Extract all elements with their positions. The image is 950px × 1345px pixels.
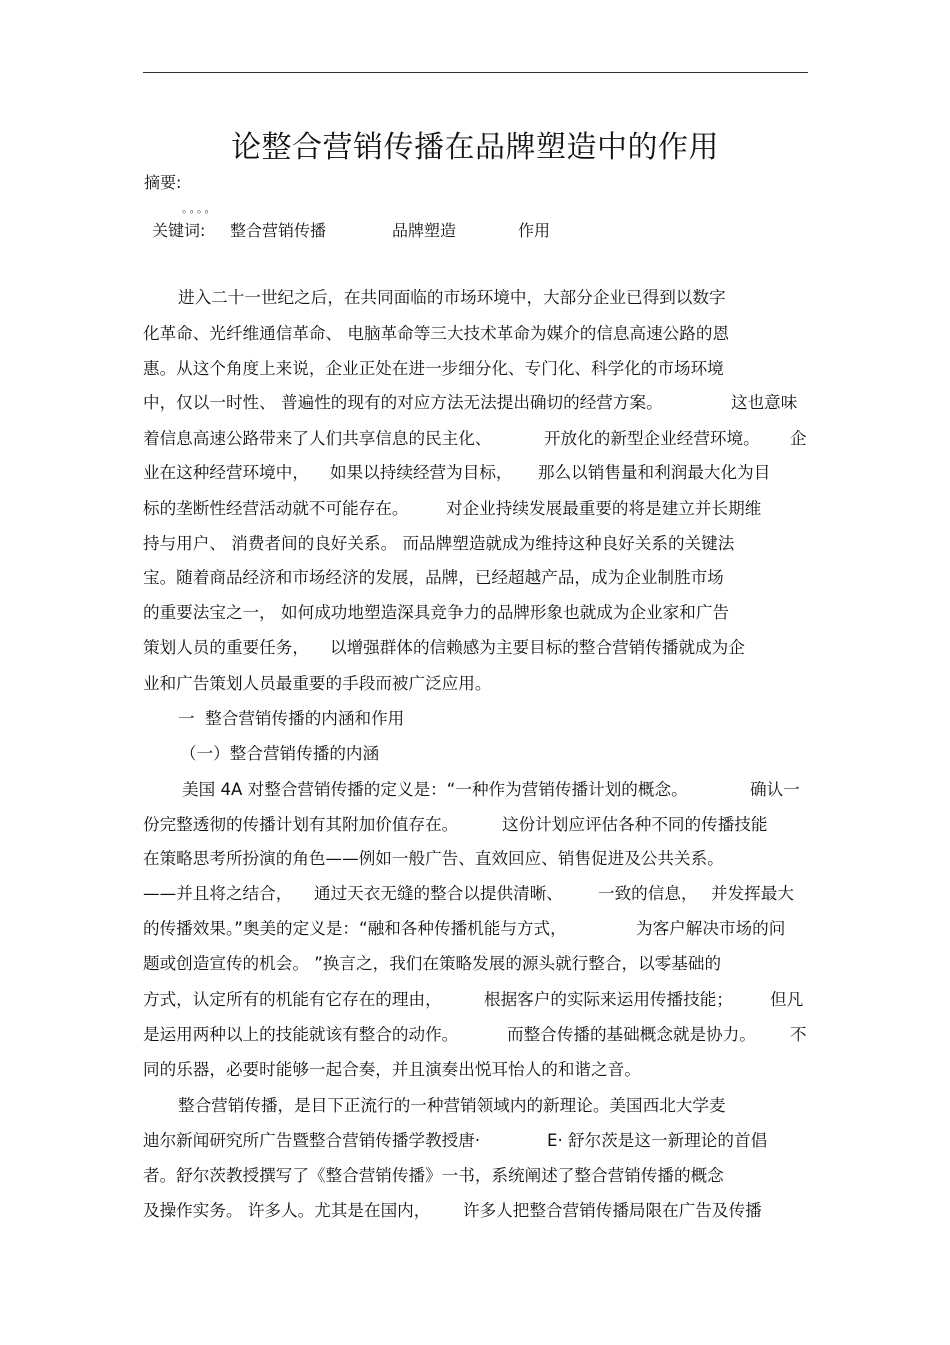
body-line: 者。舒尔茨教授撰写了《整合营销传播》一书，系统阐述了整合营销传播的概念 [143,1166,724,1185]
keyword-item: 作用 [518,221,551,240]
body-line: 进入二十一世纪之后，在共同面临的市场环境中，大部分企业已得到以数字 [178,288,726,307]
document-title: 论整合营销传播在品牌塑造中的作用 [231,130,719,165]
body-line: 这份计划应评估各种不同的传播技能 [502,815,768,834]
keyword-item: 整合营销传播 [230,221,327,240]
body-line: 持与用户、 消费者间的良好关系。 而品牌塑造就成为维持这种良好关系的关键法 [143,534,735,553]
body-line: 迪尔新闻研究所广告暨整合营销传播学教授唐· [143,1131,481,1150]
body-line: 整合营销传播，是目下正流行的一种营销领域内的新理论。美国西北大学麦 [178,1096,726,1115]
body-line: 以增强群体的信赖感为主要目标的整合营销传播就成为企 [330,638,745,657]
body-line: 份完整透彻的传播计划有其附加价值存在。 [143,815,459,834]
body-line: 及操作实务。 许多人。尤其是在国内， [143,1201,431,1220]
body-line: E· 舒尔茨是这一新理论的首倡 [547,1131,768,1150]
subsection-heading: （一）整合营销传播的内涵 [180,744,380,763]
body-line: 标的垄断性经营活动就不可能存在。 [143,499,409,518]
body-line: 这也意味 [731,393,798,412]
body-line: 是运用两种以上的技能就该有整合的动作。 [143,1025,459,1044]
section-heading: 一 整合营销传播的内涵和作用 [178,709,405,728]
body-line: 开放化的新型企业经营环境。 [544,429,760,448]
body-line: 着信息高速公路带来了人们共享信息的民主化、 [143,429,492,448]
body-line: 化革命、光纤维通信革命、 电脑革命等三大技术革命为媒介的信息高速公路的恩 [143,324,730,343]
abstract-label: 摘要: [144,173,182,192]
body-line: 确认一 [750,780,800,799]
body-line: 一致的信息， [598,884,698,903]
body-line: 策划人员的重要任务， [143,638,309,657]
body-line: 题或创造宣传的机会。 ”换言之，我们在策略发展的源头就行整合，以零基础的 [143,954,722,973]
body-line: 的重要法宝之一， 如何成功地塑造深具竞争力的品牌形象也就成为企业家和广告 [143,603,730,622]
body-line: 为客户解决市场的问 [636,919,786,938]
body-line: 但凡 [770,990,804,1009]
body-line: 业在这种经营环境中， [143,463,309,482]
body-line: 对企业持续发展最重要的将是建立并长期维 [446,499,762,518]
body-line: 通过天衣无缝的整合以提供清晰、 [314,884,563,903]
abstract-dots: 。。。。 [182,202,218,215]
body-line: 并发挥最大 [711,884,794,903]
body-line: 根据客户的实际来运用传播技能； [484,990,733,1009]
body-line: 企 [790,429,807,448]
header-rule [143,72,808,73]
keyword-item: 品牌塑造 [392,221,457,240]
body-line: 业和广告策划人员最重要的手段而被广泛应用。 [143,674,492,693]
body-line: 在策略思考所扮演的角色——例如一般广告、直效回应、销售促进及公共关系。 [143,849,724,868]
body-line: 那么以销售量和利润最大化为目 [538,463,771,482]
keywords-label: 关键词: [152,221,206,240]
body-line: 美国 4A 对整合营销传播的定义是：“一种作为营销传播计划的概念。 [182,780,688,799]
body-line: 中，仅以一时性、 普遍性的现有的对应方法无法提出确切的经营方案。 [143,393,663,412]
body-line: 而整合传播的基础概念就是协力。 [507,1025,756,1044]
body-line: 宝。随着商品经济和市场经济的发展，品牌，已经超越产品，成为企业制胜市场 [143,568,724,587]
body-line: ——并且将之结合， [143,884,293,903]
body-line: 许多人把整合营销传播局限在广告及传播 [463,1201,762,1220]
body-line: 不 [790,1025,807,1044]
body-line: 的传播效果。”奥美的定义是：“融和各种传播机能与方式， [143,919,567,938]
body-line: 如果以持续经营为目标， [330,463,513,482]
body-line: 方式，认定所有的机能有它存在的理由， [143,990,442,1009]
body-line: 惠。从这个角度上来说，企业正处在进一步细分化、专门化、科学化的市场环境 [143,359,724,378]
body-line: 同的乐器，必要时能够一起合奏，并且演奏出悦耳怡人的和谐之音。 [143,1060,641,1079]
